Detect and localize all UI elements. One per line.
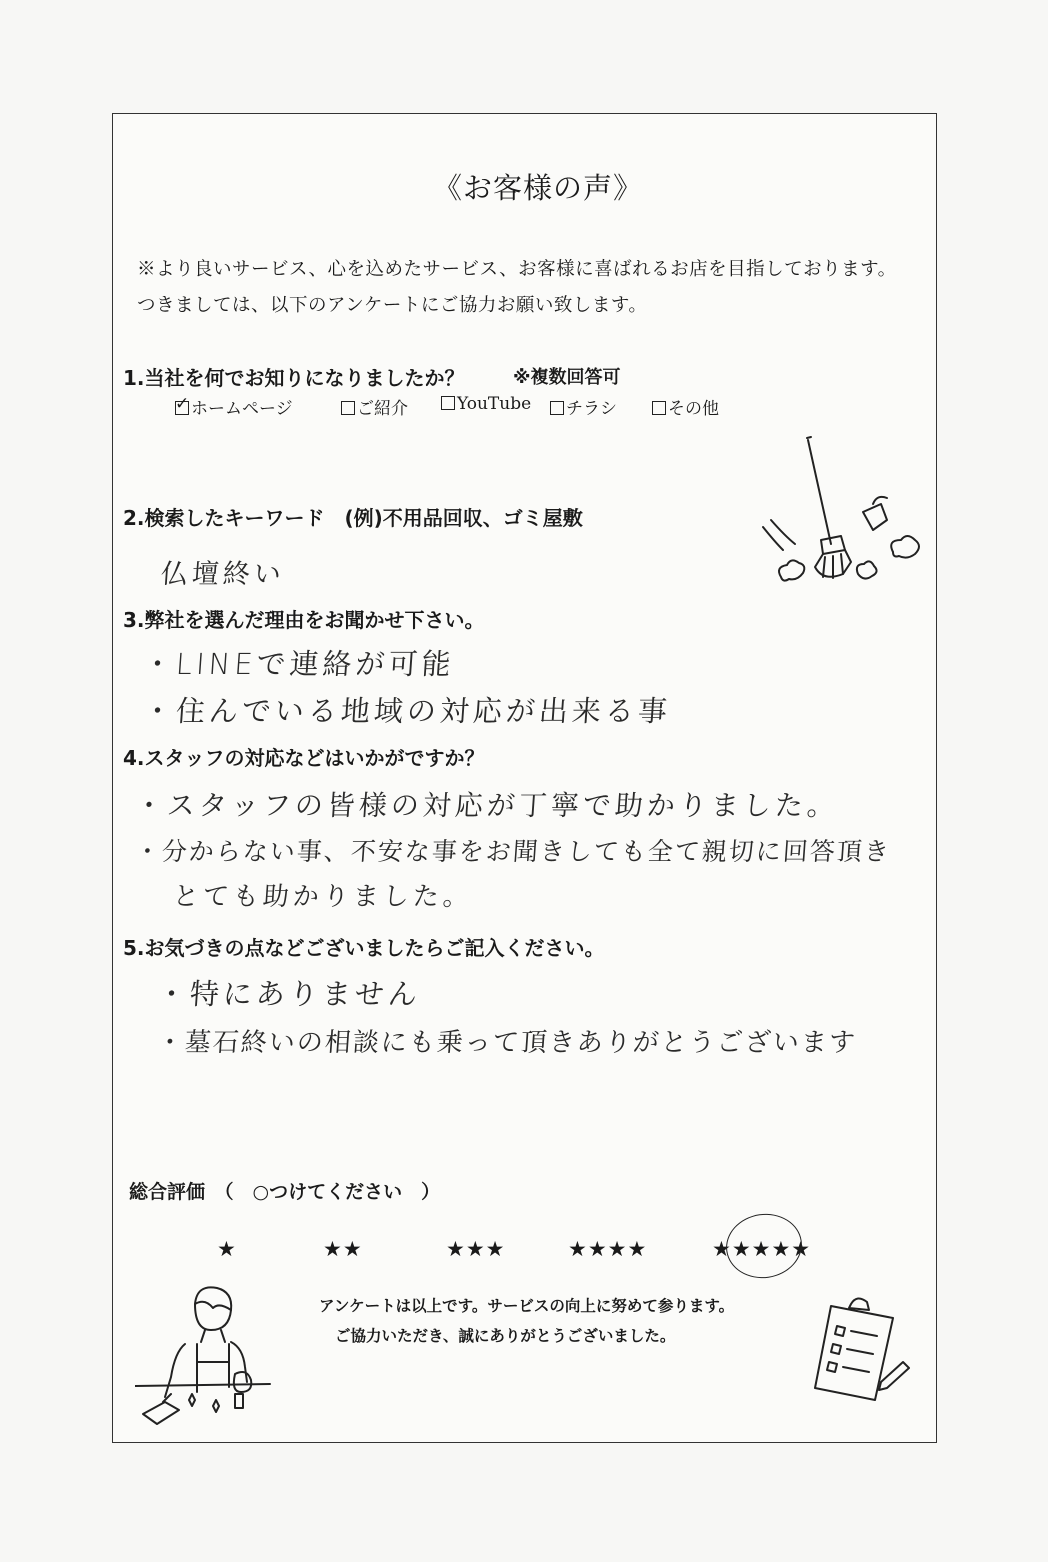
broom-icon	[753, 432, 928, 597]
answer-3-line-1: ・LINEで連絡が可能	[141, 647, 456, 681]
answer-4-line-2: ・分からない事、不安な事をお聞きしても全て親切に回答頂き	[133, 837, 892, 866]
checkbox-checked-icon[interactable]	[175, 401, 189, 415]
question-3-label: 3.弊社を選んだ理由をお聞かせ下さい。	[123, 608, 485, 632]
checkbox-icon[interactable]	[441, 396, 455, 410]
answer-2-handwritten: 仏壇終い	[159, 559, 286, 590]
form-title: 《お客様の声》	[433, 171, 644, 205]
rating-5-stars[interactable]: ★★★★★	[712, 1237, 812, 1261]
checkbox-icon[interactable]	[341, 401, 355, 415]
selected-rating-circle	[722, 1209, 806, 1283]
option-youtube[interactable]: YouTube	[441, 394, 531, 414]
question-4-label: 4.スタッフの対応などはいかがですか？	[123, 746, 485, 770]
clipboard-icon	[811, 1296, 913, 1408]
intro-line-2: つきましては、以下のアンケートにご協力お願い致します。	[137, 295, 648, 316]
rating-4-stars[interactable]: ★★★★	[568, 1237, 648, 1261]
rating-1-star[interactable]: ★	[217, 1237, 237, 1261]
option-flyer[interactable]: チラシ	[550, 394, 617, 419]
intro-line-1: ※より良いサービス、心を込めたサービス、お客様に喜ばれるお店を目指しております。	[137, 259, 897, 280]
answer-4-line-1: ・スタッフの皆様の対応が丁寧で助かりました。	[133, 789, 841, 822]
rating-3-stars[interactable]: ★★★	[446, 1237, 506, 1261]
closing-line-2: ご協力いただき、誠にありがとうございました。	[335, 1327, 676, 1345]
option-other[interactable]: その他	[652, 394, 719, 419]
checkbox-icon[interactable]	[550, 401, 564, 415]
answer-3-line-2: ・住んでいる地域の対応が出来る事	[141, 694, 673, 728]
closing-line-1: アンケートは以上です。サービスの向上に努めて参ります。	[319, 1297, 735, 1315]
overall-rating-label: 総合評価 （ ○つけてください ）	[129, 1181, 441, 1203]
survey-form	[112, 113, 937, 1443]
rating-2-stars[interactable]: ★★	[323, 1237, 363, 1261]
answer-5-line-1: ・特にありません	[155, 977, 423, 1011]
answer-5-line-2: ・墓石終いの相談にも乗って頂きありがとうございます	[155, 1028, 858, 1058]
cleaning-staff-icon	[135, 1282, 280, 1432]
question-5-label: 5.お気づきの点などございましたらご記入ください。	[123, 936, 605, 960]
question-1-label: 1.当社を何でお知りになりましたか？	[123, 366, 465, 390]
answer-4-line-3: とても助かりました。	[171, 882, 474, 912]
option-referral[interactable]: ご紹介	[341, 394, 408, 419]
checkbox-icon[interactable]	[652, 401, 666, 415]
question-2-label: 2.検索したキーワード (例)不用品回収、ゴミ屋敷	[123, 506, 583, 530]
multiple-answer-note: ※複数回答可	[513, 367, 621, 388]
option-homepage[interactable]: ✓ホームページ	[175, 394, 293, 419]
